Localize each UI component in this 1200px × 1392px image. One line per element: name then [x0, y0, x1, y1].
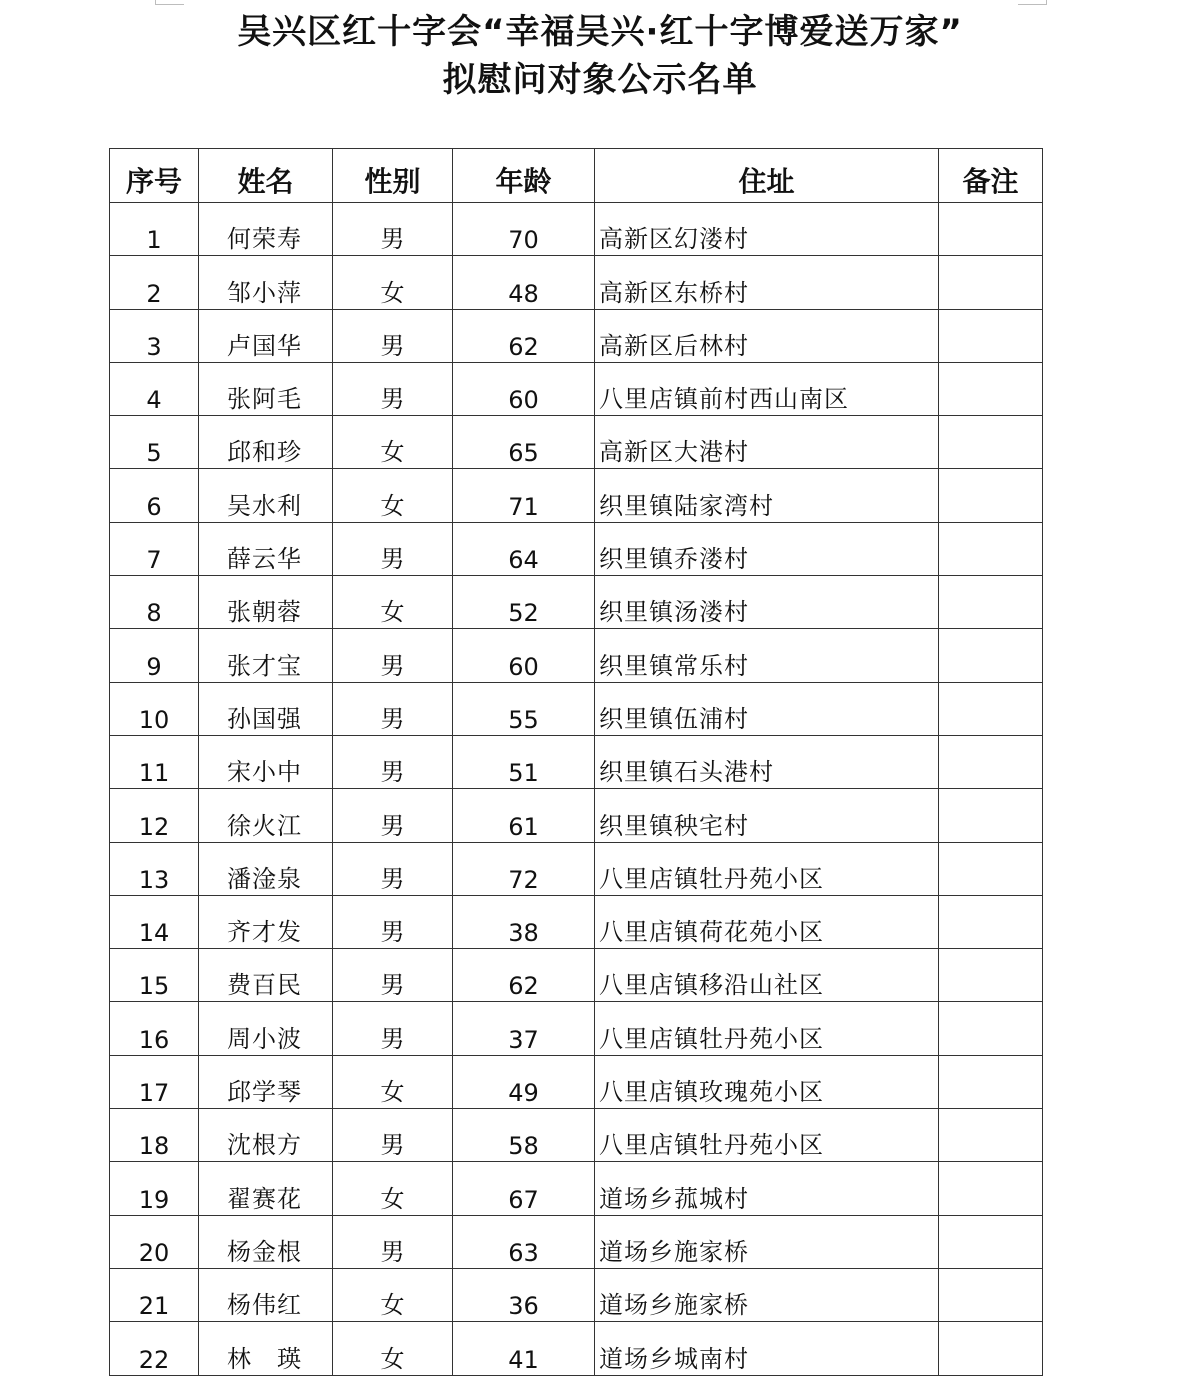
cell-gender: 女	[333, 1268, 453, 1321]
cell-age: 71	[453, 469, 595, 522]
cell-gender: 男	[333, 1002, 453, 1055]
cell-name: 杨伟红	[199, 1268, 333, 1321]
cell-note	[939, 522, 1043, 575]
header-name: 姓名	[199, 149, 333, 203]
cell-address: 高新区东桥村	[595, 256, 939, 309]
cell-note	[939, 469, 1043, 522]
cell-gender: 男	[333, 735, 453, 788]
cell-age: 62	[453, 309, 595, 362]
cell-note	[939, 842, 1043, 895]
cell-age: 67	[453, 1162, 595, 1215]
cell-age: 41	[453, 1322, 595, 1375]
cell-note	[939, 629, 1043, 682]
cell-name: 翟赛花	[199, 1162, 333, 1215]
table-row	[110, 256, 1043, 309]
cell-serial-number: 5	[110, 416, 199, 469]
table-row	[110, 842, 1043, 895]
cell-note	[939, 1268, 1043, 1321]
cell-age: 51	[453, 735, 595, 788]
cell-note	[939, 309, 1043, 362]
cell-name: 林 瑛	[199, 1322, 333, 1375]
header-serial-number: 序号	[110, 149, 199, 203]
cell-name: 杨金根	[199, 1215, 333, 1268]
table-row	[110, 416, 1043, 469]
cell-age: 65	[453, 416, 595, 469]
cell-gender: 男	[333, 949, 453, 1002]
table-row	[110, 309, 1043, 362]
cell-address: 道场乡施家桥	[595, 1268, 939, 1321]
cell-address: 织里镇伍浦村	[595, 682, 939, 735]
cell-serial-number: 8	[110, 576, 199, 629]
cell-note	[939, 256, 1043, 309]
table-row	[110, 469, 1043, 522]
cell-age: 36	[453, 1268, 595, 1321]
table-row	[110, 522, 1043, 575]
cell-serial-number: 20	[110, 1215, 199, 1268]
cell-note	[939, 362, 1043, 415]
cell-note	[939, 1322, 1043, 1375]
table-row	[110, 735, 1043, 788]
cell-address: 织里镇常乐村	[595, 629, 939, 682]
table-row	[110, 1215, 1043, 1268]
cell-serial-number: 18	[110, 1109, 199, 1162]
cell-serial-number: 9	[110, 629, 199, 682]
header-address: 住址	[595, 149, 939, 203]
cell-note	[939, 735, 1043, 788]
cell-gender: 男	[333, 895, 453, 948]
cell-serial-number: 3	[110, 309, 199, 362]
cell-serial-number: 17	[110, 1055, 199, 1108]
cell-serial-number: 19	[110, 1162, 199, 1215]
cell-address: 八里店镇前村西山南区	[595, 362, 939, 415]
cell-gender: 女	[333, 469, 453, 522]
cell-age: 58	[453, 1109, 595, 1162]
cell-gender: 女	[333, 1055, 453, 1108]
cell-address: 高新区后林村	[595, 309, 939, 362]
cell-name: 齐才发	[199, 895, 333, 948]
table-row	[110, 1002, 1043, 1055]
cell-serial-number: 21	[110, 1268, 199, 1321]
cell-address: 八里店镇荷花苑小区	[595, 895, 939, 948]
cell-name: 宋小中	[199, 735, 333, 788]
cell-gender: 男	[333, 1215, 453, 1268]
cell-address: 八里店镇牡丹苑小区	[595, 842, 939, 895]
cell-name: 周小波	[199, 1002, 333, 1055]
cell-serial-number: 10	[110, 682, 199, 735]
table-row	[110, 1055, 1043, 1108]
cell-note	[939, 576, 1043, 629]
cell-note	[939, 682, 1043, 735]
cell-address: 高新区幻溇村	[595, 203, 939, 256]
cell-note	[939, 895, 1043, 948]
cell-gender: 男	[333, 1109, 453, 1162]
cell-name: 薛云华	[199, 522, 333, 575]
cell-note	[939, 1215, 1043, 1268]
cell-age: 55	[453, 682, 595, 735]
table-body	[110, 203, 1043, 1376]
cell-note	[939, 1162, 1043, 1215]
cell-age: 49	[453, 1055, 595, 1108]
cell-note	[939, 1055, 1043, 1108]
cell-age: 72	[453, 842, 595, 895]
cell-address: 道场乡施家桥	[595, 1215, 939, 1268]
cell-name: 卢国华	[199, 309, 333, 362]
cell-name: 沈根方	[199, 1109, 333, 1162]
table-row	[110, 629, 1043, 682]
cell-address: 道场乡城南村	[595, 1322, 939, 1375]
cell-note	[939, 1002, 1043, 1055]
cell-age: 61	[453, 789, 595, 842]
cell-address: 八里店镇玫瑰苑小区	[595, 1055, 939, 1108]
cell-note	[939, 789, 1043, 842]
table-row	[110, 949, 1043, 1002]
cell-gender: 男	[333, 309, 453, 362]
cell-address: 道场乡菰城村	[595, 1162, 939, 1215]
cell-age: 63	[453, 1215, 595, 1268]
cell-age: 60	[453, 629, 595, 682]
cell-name: 邱学琴	[199, 1055, 333, 1108]
cell-gender: 男	[333, 362, 453, 415]
cell-name: 孙国强	[199, 682, 333, 735]
cell-name: 张朝蓉	[199, 576, 333, 629]
header-gender: 性别	[333, 149, 453, 203]
cell-name: 张才宝	[199, 629, 333, 682]
cell-name: 何荣寿	[199, 203, 333, 256]
cell-gender: 男	[333, 522, 453, 575]
cell-name: 张阿毛	[199, 362, 333, 415]
table-row	[110, 895, 1043, 948]
document-title: 吴兴区红十字会“幸福吴兴·红十字博爱送万家”	[237, 12, 963, 52]
cell-serial-number: 14	[110, 895, 199, 948]
cell-age: 48	[453, 256, 595, 309]
cell-name: 邱和珍	[199, 416, 333, 469]
cell-address: 八里店镇牡丹苑小区	[595, 1002, 939, 1055]
cell-gender: 男	[333, 203, 453, 256]
table-row	[110, 682, 1043, 735]
cell-gender: 女	[333, 1162, 453, 1215]
cell-name: 吴水利	[199, 469, 333, 522]
cell-serial-number: 22	[110, 1322, 199, 1375]
cell-name: 邹小萍	[199, 256, 333, 309]
table-row	[110, 1268, 1043, 1321]
page-corner-mark-left	[155, 0, 184, 5]
header-age: 年龄	[453, 149, 595, 203]
cell-serial-number: 7	[110, 522, 199, 575]
cell-age: 37	[453, 1002, 595, 1055]
cell-gender: 女	[333, 416, 453, 469]
table-row	[110, 576, 1043, 629]
cell-address: 织里镇乔溇村	[595, 522, 939, 575]
cell-serial-number: 12	[110, 789, 199, 842]
cell-serial-number: 15	[110, 949, 199, 1002]
cell-gender: 男	[333, 789, 453, 842]
cell-gender: 男	[333, 629, 453, 682]
cell-gender: 男	[333, 682, 453, 735]
cell-age: 52	[453, 576, 595, 629]
cell-name: 徐火江	[199, 789, 333, 842]
table-row	[110, 1162, 1043, 1215]
cell-serial-number: 16	[110, 1002, 199, 1055]
cell-age: 60	[453, 362, 595, 415]
recipient-table	[109, 148, 1043, 1376]
document-subtitle: 拟慰问对象公示名单	[442, 60, 758, 100]
cell-name: 潘淦泉	[199, 842, 333, 895]
table-header-row	[110, 149, 1043, 203]
cell-serial-number: 11	[110, 735, 199, 788]
cell-age: 62	[453, 949, 595, 1002]
cell-age: 38	[453, 895, 595, 948]
cell-note	[939, 1109, 1043, 1162]
cell-address: 织里镇石头港村	[595, 735, 939, 788]
cell-address: 高新区大港村	[595, 416, 939, 469]
table-row	[110, 1109, 1043, 1162]
cell-serial-number: 2	[110, 256, 199, 309]
cell-address: 八里店镇移沿山社区	[595, 949, 939, 1002]
cell-age: 64	[453, 522, 595, 575]
cell-address: 织里镇秧宅村	[595, 789, 939, 842]
table-row	[110, 203, 1043, 256]
cell-serial-number: 13	[110, 842, 199, 895]
cell-name: 费百民	[199, 949, 333, 1002]
cell-address: 八里店镇牡丹苑小区	[595, 1109, 939, 1162]
cell-note	[939, 949, 1043, 1002]
table-row	[110, 1322, 1043, 1375]
cell-address: 织里镇陆家湾村	[595, 469, 939, 522]
cell-gender: 女	[333, 1322, 453, 1375]
cell-note	[939, 203, 1043, 256]
cell-gender: 女	[333, 576, 453, 629]
page-corner-mark-right	[1018, 0, 1047, 5]
cell-serial-number: 4	[110, 362, 199, 415]
cell-note	[939, 416, 1043, 469]
table-row	[110, 789, 1043, 842]
cell-serial-number: 1	[110, 203, 199, 256]
cell-gender: 男	[333, 842, 453, 895]
cell-age: 70	[453, 203, 595, 256]
cell-gender: 女	[333, 256, 453, 309]
cell-address: 织里镇汤溇村	[595, 576, 939, 629]
cell-serial-number: 6	[110, 469, 199, 522]
header-note: 备注	[939, 149, 1043, 203]
table-row	[110, 362, 1043, 415]
